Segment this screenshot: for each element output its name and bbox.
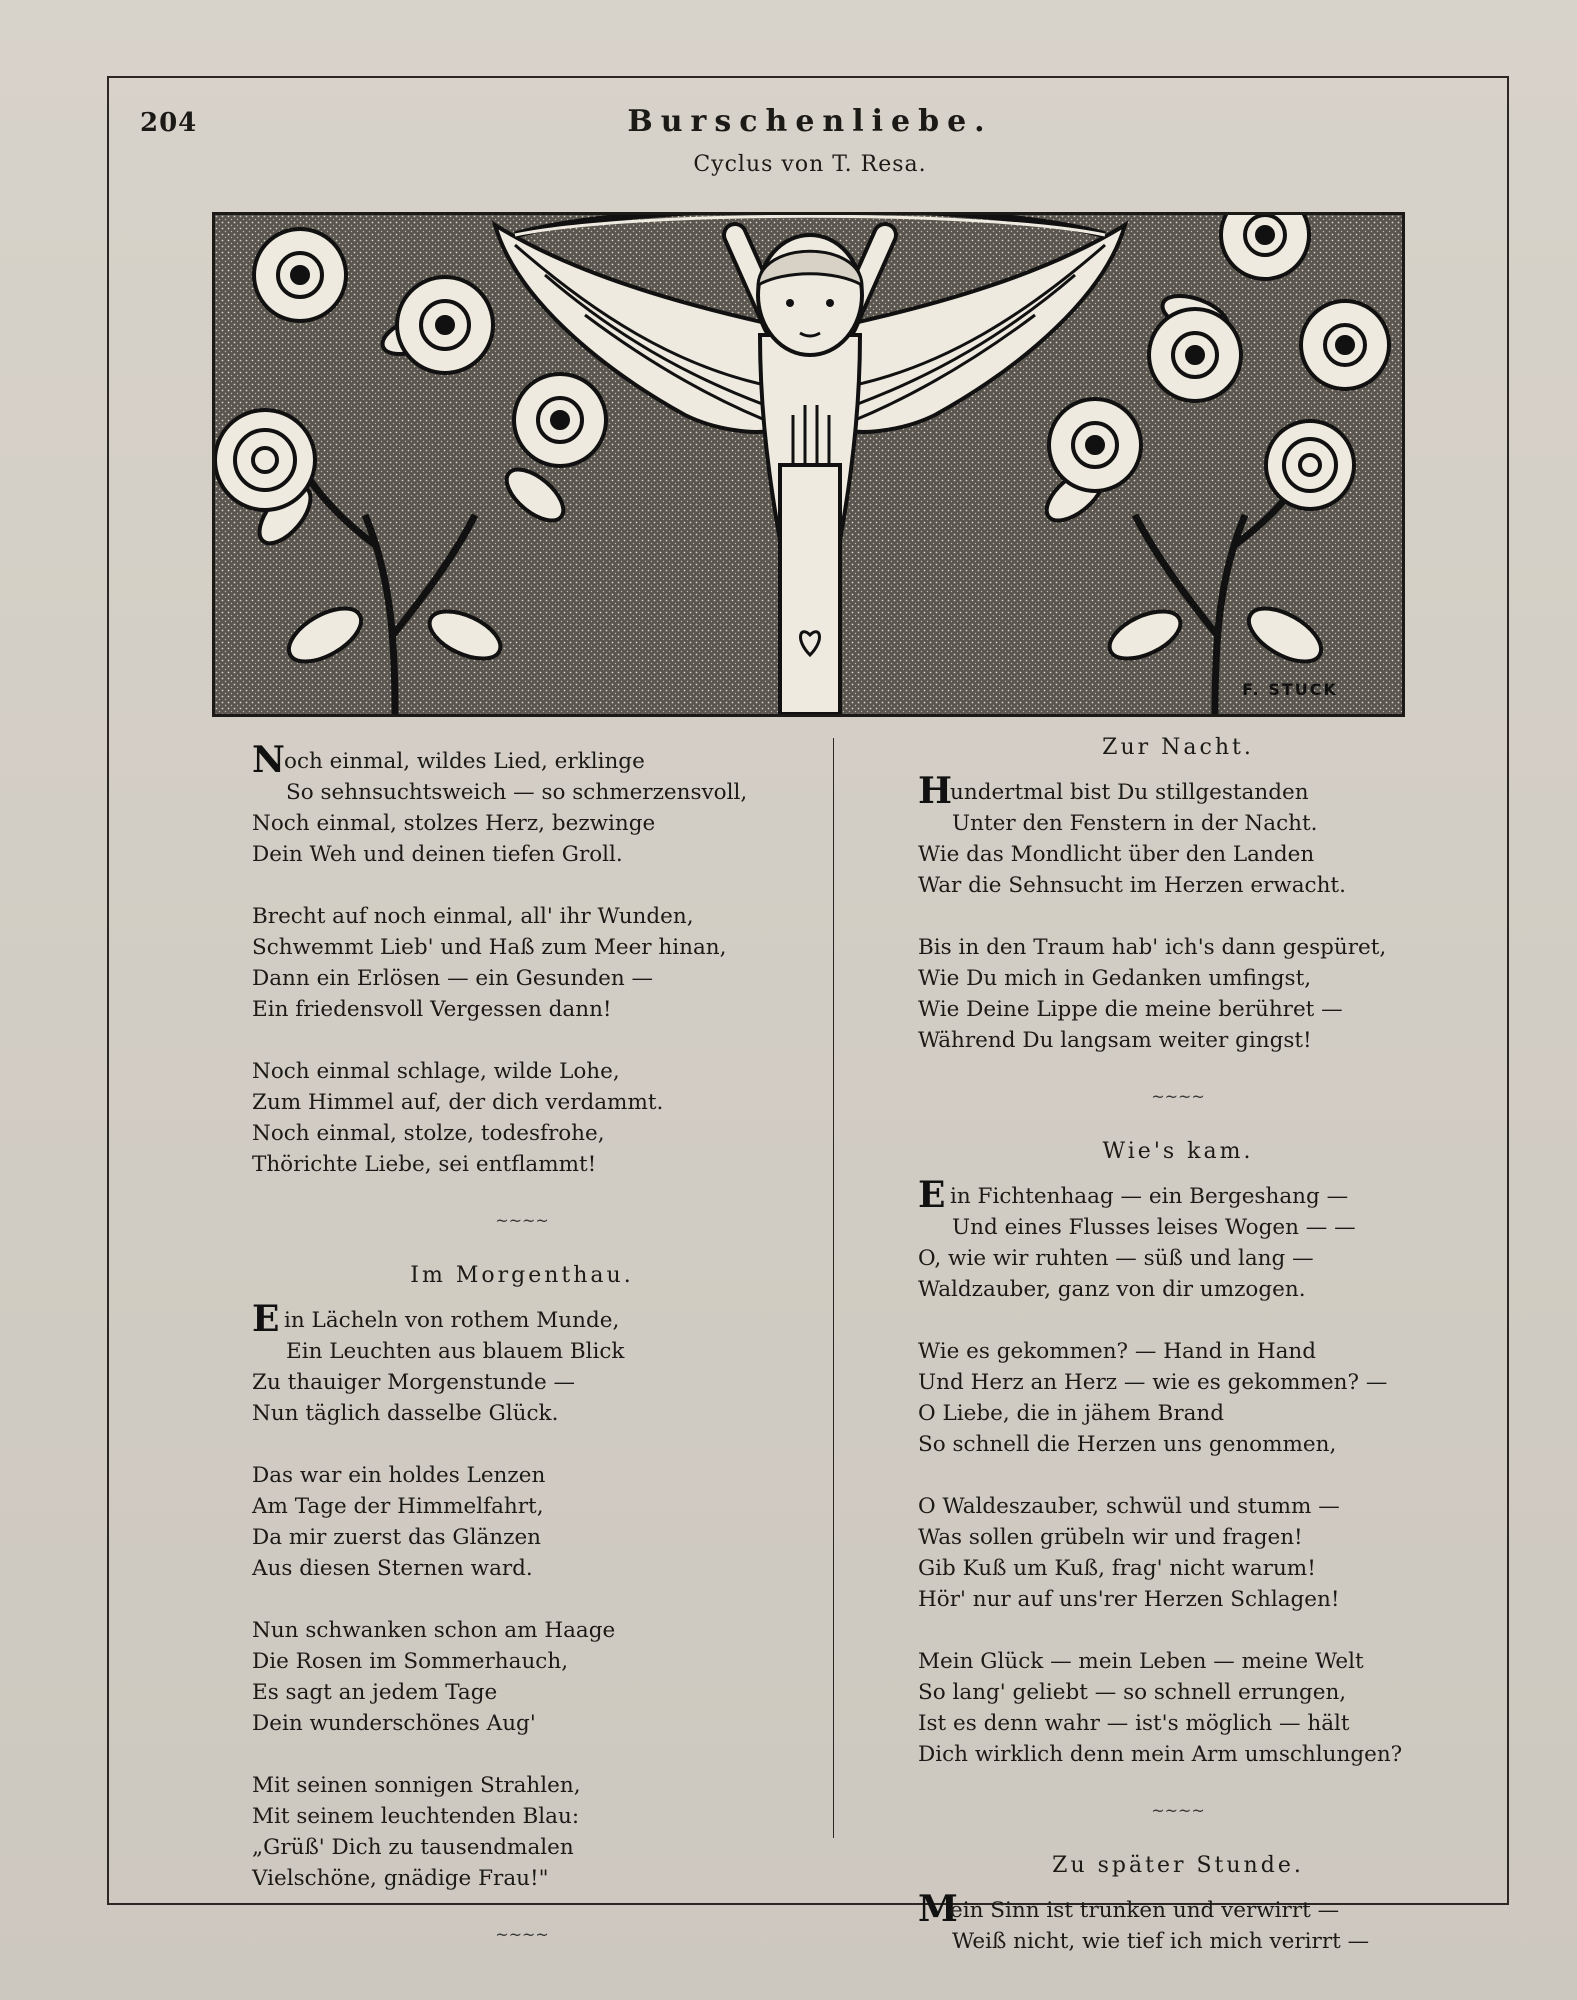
poem-line: Aus diesen Sternen ward. xyxy=(252,1556,533,1581)
poem-line: Ein Leuchten aus blauem Blick xyxy=(286,1339,625,1364)
poem-line: Mein Glück — mein Leben — meine Welt xyxy=(918,1649,1364,1674)
poem-line: So schnell die Herzen uns genommen, xyxy=(918,1432,1337,1457)
stanza xyxy=(252,1298,792,1429)
stanza xyxy=(252,901,792,1025)
poem-line: Bis in den Traum hab' ich's dann gespüret, xyxy=(918,935,1387,960)
drop-cap-initial: M xyxy=(918,1888,958,1930)
stanza xyxy=(918,770,1438,901)
poem-line: Noch einmal, stolzes Herz, bezwinge xyxy=(252,811,656,836)
poem-line: Ein Lächeln von rothem Munde, xyxy=(252,1298,620,1340)
right-column xyxy=(918,732,1438,1988)
poem-separator: ~~~~ xyxy=(495,1211,549,1230)
poem-line: Nun schwanken schon am Haage xyxy=(252,1618,616,1643)
stanza xyxy=(252,1460,792,1584)
poem-line: O Liebe, die in jähem Brand xyxy=(918,1401,1225,1426)
poem-line: Thörichte Liebe, sei entflammt! xyxy=(252,1152,597,1177)
poem-line: Und Herz an Herz — wie es gekommen? — xyxy=(918,1370,1388,1395)
stanza xyxy=(918,1174,1438,1305)
poem-line: Noch einmal, stolze, todesfrohe, xyxy=(252,1121,605,1146)
poem-separator: ~~~~ xyxy=(1151,1087,1205,1106)
poem-line: Wie das Mondlicht über den Landen xyxy=(918,842,1315,867)
poem-line: Noch einmal, wildes Lied, erklinge xyxy=(252,739,645,781)
page-number: 204 xyxy=(140,108,198,138)
poem-line: Ist es denn wahr — ist's möglich — hält xyxy=(918,1711,1350,1736)
column-rule xyxy=(833,738,834,1838)
stanza xyxy=(918,932,1438,1056)
page-title: Burschenliebe. xyxy=(627,104,993,139)
illustration-signature: F. STUCK xyxy=(1242,680,1338,699)
poem-line: Schwemmt Lieb' und Haß zum Meer hinan, xyxy=(252,935,727,960)
stanza xyxy=(918,1336,1438,1460)
poem-line: Dein wunderschönes Aug' xyxy=(252,1711,536,1736)
poem-line: Das war ein holdes Lenzen xyxy=(252,1463,546,1488)
poem-line: Dann ein Erlösen — ein Gesunden — xyxy=(252,966,654,991)
poem-title: Zur Nacht. xyxy=(1102,735,1254,760)
poem-line: Und eines Flusses leises Wogen — — xyxy=(952,1215,1356,1240)
poem-line: Mein Sinn ist trunken und verwirrt — xyxy=(918,1888,1340,1930)
poem-line: So sehnsuchtsweich — so schmerzensvoll, xyxy=(286,780,748,805)
poem-line: „Grüß' Dich zu tausendmalen xyxy=(252,1835,574,1860)
poem-zu-spaeter-stunde xyxy=(918,1850,1438,1957)
drop-cap-initial: N xyxy=(252,739,285,781)
left-column xyxy=(252,739,792,1974)
cupid-illustration xyxy=(212,212,1405,717)
poem-line: Die Rosen im Sommerhauch, xyxy=(252,1649,569,1674)
poem-title: Wie's kam. xyxy=(1102,1139,1254,1164)
poem-line: Mit seinen sonnigen Strahlen, xyxy=(252,1773,581,1798)
stanza xyxy=(252,1056,792,1180)
stanza xyxy=(252,739,792,870)
poem-line: Wie Du mich in Gedanken umfingst, xyxy=(918,966,1312,991)
drop-cap-initial: E xyxy=(918,1174,946,1216)
poem-title: Zu später Stunde. xyxy=(1052,1853,1304,1878)
poem-line: So lang' geliebt — so schnell errungen, xyxy=(918,1680,1347,1705)
poem-line: Am Tage der Himmelfahrt, xyxy=(252,1494,544,1519)
poem-line: Zum Himmel auf, der dich verdammt. xyxy=(252,1090,664,1115)
stanza xyxy=(918,1491,1438,1615)
poem-line: Dich wirklich denn mein Arm umschlungen? xyxy=(918,1742,1403,1767)
poem-zur-nacht xyxy=(918,732,1438,1056)
poem-line: Es sagt an jedem Tage xyxy=(252,1680,498,1705)
stanza xyxy=(918,1888,1438,1957)
poem-line: Gib Kuß um Kuß, frag' nicht warum! xyxy=(918,1556,1316,1581)
poem-line: Wie Deine Lippe die meine berühret — xyxy=(918,997,1343,1022)
poem-line: Was sollen grübeln wir und fragen! xyxy=(918,1525,1303,1550)
poem-line: Zu thauiger Morgenstunde — xyxy=(252,1370,576,1395)
poem-line: Da mir zuerst das Glänzen xyxy=(252,1525,542,1550)
poem-line: War die Sehnsucht im Herzen erwacht. xyxy=(918,873,1346,898)
poem-line: Unter den Fenstern in der Nacht. xyxy=(952,811,1318,836)
poem-line: Nun täglich dasselbe Glück. xyxy=(252,1401,559,1426)
stanza xyxy=(918,1646,1438,1770)
poem-line: Waldzauber, ganz von dir umzogen. xyxy=(918,1277,1306,1302)
poem-line: Dein Weh und deinen tiefen Groll. xyxy=(252,842,623,867)
page-subtitle: Cyclus von T. Resa. xyxy=(693,152,927,177)
poem-line: Mit seinem leuchtenden Blau: xyxy=(252,1804,580,1829)
poem-noch-einmal xyxy=(252,739,792,1180)
stanza xyxy=(252,1770,792,1894)
poem-line: O, wie wir ruhten — süß und lang — xyxy=(918,1246,1314,1271)
poem-line: Hör' nur auf uns'rer Herzen Schlagen! xyxy=(918,1587,1340,1612)
poem-im-morgenthau xyxy=(252,1260,792,1894)
poem-line: Während Du langsam weiter gingst! xyxy=(918,1028,1312,1053)
stanza xyxy=(252,1615,792,1739)
poem-line: Hundertmal bist Du stillgestanden xyxy=(918,770,1309,812)
poem-line: Weiß nicht, wie tief ich mich verirrt — xyxy=(952,1929,1370,1954)
cupid-with-bow-and-roses-icon xyxy=(215,215,1402,714)
poem-title: Im Morgenthau. xyxy=(410,1263,634,1288)
poem-line: Vielschöne, gnädige Frau!" xyxy=(252,1866,549,1891)
poem-separator: ~~~~ xyxy=(495,1925,549,1944)
poem-line: Noch einmal schlage, wilde Lohe, xyxy=(252,1059,620,1084)
poem-line: Ein Fichtenhaag — ein Bergeshang — xyxy=(918,1174,1349,1216)
poem-wies-kam xyxy=(918,1136,1438,1770)
drop-cap-initial: E xyxy=(252,1298,280,1340)
poem-line: Ein friedensvoll Vergessen dann! xyxy=(252,997,612,1022)
poem-line: Wie es gekommen? — Hand in Hand xyxy=(918,1339,1316,1364)
poem-line: Brecht auf noch einmal, all' ihr Wunden, xyxy=(252,904,694,929)
drop-cap-initial: H xyxy=(918,770,953,812)
poem-line: O Waldeszauber, schwül und stumm — xyxy=(918,1494,1340,1519)
poem-separator: ~~~~ xyxy=(1151,1801,1205,1820)
